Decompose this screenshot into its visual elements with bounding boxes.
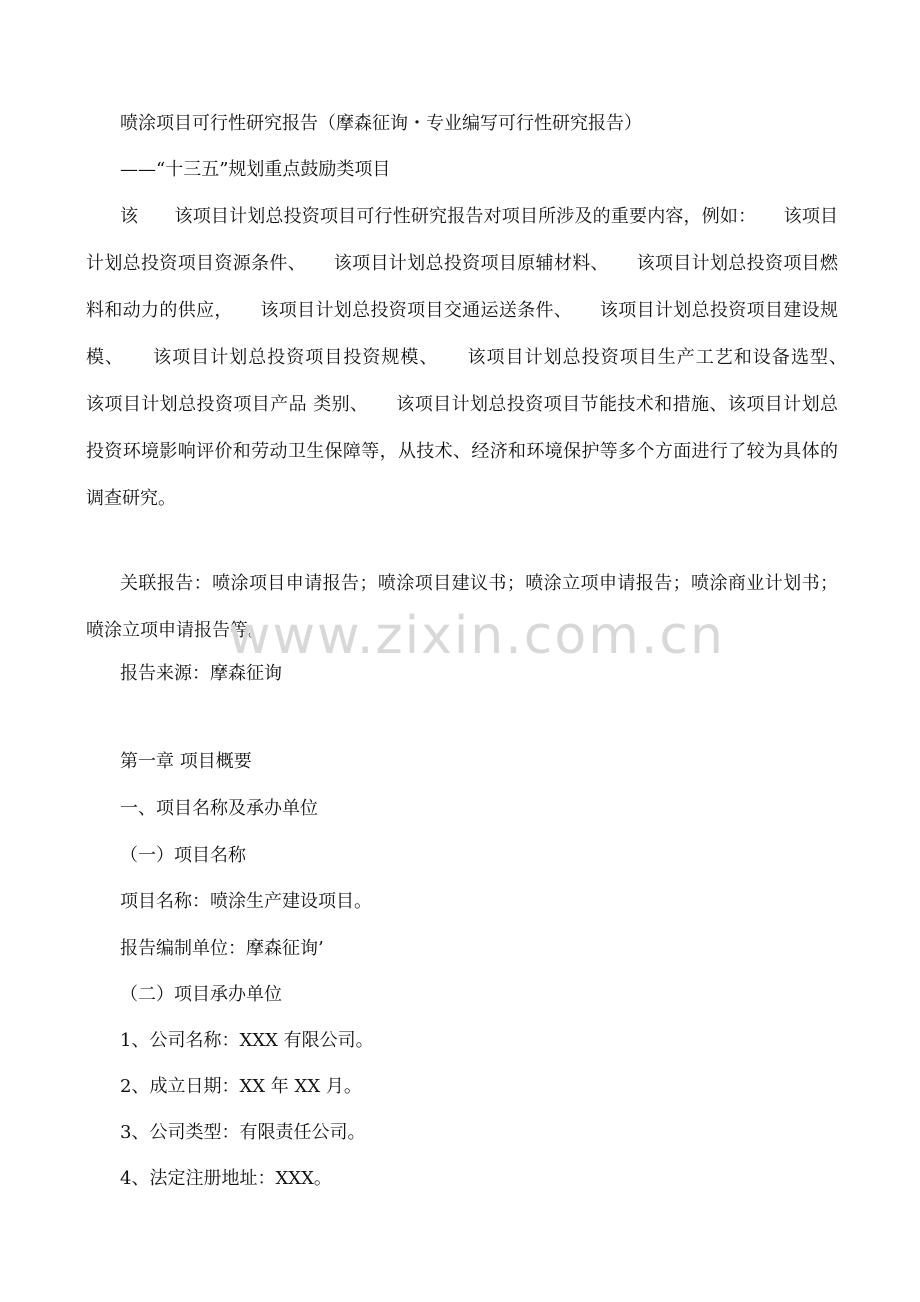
compiler-line: 报告编制单位：摩森征询’ [120,938,324,959]
report-title: 喷涂项目可行性研究报告（摩森征询・专业编写可行性研究报告） [120,113,642,134]
chapter-title: 第一章 项目概要 [120,751,252,772]
project-name-line: 项目名称：喷涂生产建设项目。 [120,891,372,912]
subsection-heading-name: （一）项目名称 [120,845,246,866]
subsection-heading-undertaker: （二）项目承办单位 [120,984,282,1005]
related-reports-paragraph: 关联报告：喷涂项目申请报告；喷涂项目建议书；喷涂立项申请报告；喷涂商业计划书；喷涂立项申请报告等。 [86,573,838,641]
report-subtitle: ——“十三五”规划重点鼓励类项目 [120,159,391,180]
report-source: 报告来源：摩森征询 [120,663,282,684]
intro-paragraph: 该 该项目计划总投资项目可行性研究报告对项目所涉及的重要内容，例如： 该项目计划总投资项目资源条件、 该项目计划总投资项目原辅材料、 该项目计划总投资项目燃料和动力的供应， 该项目计划总投资项目交通运送条件、 该项目计划总投资项目建设规模、 该项目计划总投资项目投资规模、 该项目计划总投资项目生产工艺和设备选型、 该项目计划总投资项目产品 类别、 该项目计划总投资项目节能技术和措施、该项目计划总投资环境影响评价和劳动卫生保障等，从技术、经济和环境保护等多个方面进行了较为具体的调查研究。 [86,206,874,509]
watermark: www.zixin.com.cn [228,606,725,666]
list-item: 3、公司类型：有限责任公司。 [120,1122,366,1143]
list-item: 1、公司名称：XXX 有限公司。 [120,1030,374,1051]
list-item: 4、法定注册地址：XXX。 [120,1168,332,1189]
section-heading: 一、项目名称及承办单位 [120,798,318,819]
list-item: 2、成立日期：XX 年 XX 月。 [120,1076,362,1097]
